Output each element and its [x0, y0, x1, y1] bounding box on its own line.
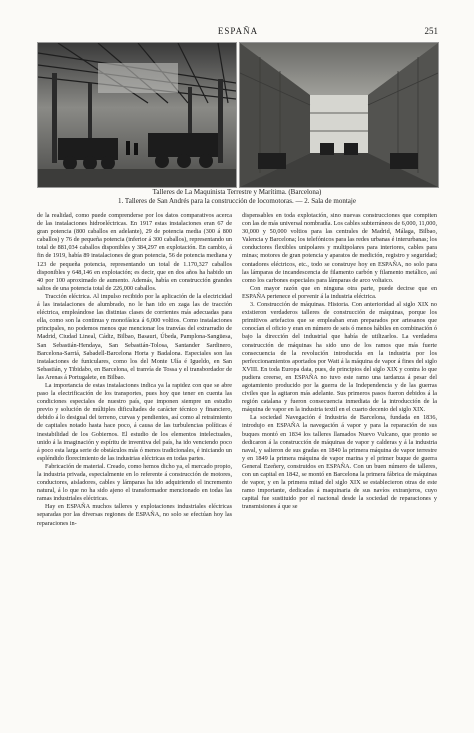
left-text-column	[37, 212, 232, 528]
paragraph: de la realidad, como puede comprenderse por los datos comparativos acerca de las instalaciones hidroeléctricas. En 1917 estas instalaciones eran 67 de gran potencia (800 caballos en adelante), 29 de potencia media (300 á 800 caballos) y 76 de pequeña potencia (inferior á 300 caballos), representando un total de 881,034 caballos disponibles y 384,297 en explotación. En cambio, á fin de 1919, había 89 instalaciones de gran potencia, 56 de potencia mediana y 123 de pequeña potencia, representando un total de 1.170,327 caballos disponibles y 648,146 en explotación; es decir, que en dos años ha habido un 40 por 100 aproximado de aumento. Además, había en construcción grandes saltos de una potencia total de 226,000 caballos.	[37, 212, 232, 292]
paragraph: dispensables en toda explotación, sino nuevas construcciones que compiten con las de más universal nombradía. Los cables subterráneos de 6,000, 11,000, 30,000 y 50,000 voltios para las centrales de Madrid, Málaga, Bilbao, Valencia y Barcelona; los telefónicos para las redes urbanas é interurbanas; los conductores flexibles unipolares y multipolares para interiores, cables para minas; motores de gran potencia y aparatos de medición, registro y seguridad; contadores eléctricos, etc., todo se construye hoy en ESPAÑA, no solo para las lámparas de incandescencia de filamento carbón y filamento metálico, así como los carbones especiales para lámparas de arco voltaico.	[242, 212, 437, 284]
photo-assembly-hall	[239, 42, 439, 188]
running-header	[38, 26, 438, 38]
paragraph: Hay en ESPAÑA muchos talleres y explotaciones industriales eléctricas separadas por las diversas regiones de ESPAÑA, no solo se efectúan hoy las reparaciones in-	[37, 503, 232, 527]
header-title: ESPAÑA	[217, 26, 259, 36]
paragraph: La importancia de estas instalaciones indica ya la rapidez con que se abre paso la electrificación de los transportes, pues hoy que tener en cuenta las condiciones especiales de nuestro país, que imponen siempre un estudio previo y solución de múltiples dificultades de carácter técnico y financiero, debido á lo desigual del terreno, curvas y pendientes, así como al retraimiento de capitales notado hasta hace poco, á causa de las turbulencias políticas é inestabilidad de los Gobiernos. El estudio de los elementos intelectuales, unido á la imaginación y espíritu de inventiva del país, ha ido venciendo poco á poco esta larga serie de obstáculos más ó menos tradicionales, é iniciando un espléndido florecimiento de las industrias eléctricas en todas partes.	[37, 381, 232, 462]
figure-caption-sub: 1. Talleres de San Andrés para la construcción de locomotoras. — 2. Sala de montaje	[118, 197, 356, 205]
photo-locomotive-workshop-image	[38, 43, 236, 187]
paragraph: Fabricación de material. Creado, como hemos dicho ya, el mercado propio, la industria privada, especialmente en lo referente á construcción de motores, conductores, aisladores, cables y lámparas ha ido adquiriendo el incremento natural, á lo que no ha sido ajeno el transformador mencionado en todas las ramas industriales eléctricas.	[37, 462, 232, 503]
photo-assembly-hall-image	[240, 43, 438, 187]
figure-caption-main: Talleres de La Maquinista Terrestre y Marítima. (Barcelona)	[152, 188, 322, 196]
photo-locomotive-workshop	[37, 42, 237, 188]
paragraph: Con mayor razón que en ninguna otra parte, puede decirse que en ESPAÑA pertenece el porvenir á la industria eléctrica.	[242, 284, 437, 300]
paragraph: 3. Construcción de máquinas. Historia. Con anterioridad al siglo XIX no existieron verdaderos talleres de construcción de máquinas, porque los primitivos artefactos que se empleaban eran preparados por artesanos que conocían el oficio y eran en número de seis ó menos hábiles en combinación ó bajo la dirección del industrial que había de utilizarlos. La verdadera construcción de máquinas ha sido uno de los ramos que más fuerte consecuencia de la revolución introducida en la industria por los perfeccionamientos aportados por Watt á la máquina de vapor á fines del siglo XVIII. En toda Europa data, pues, de principios del siglo XIX y contra lo que pudiera creerse, en ESPAÑA no tuvo este ramo una tardanza á pesar del agotamiento producido por la guerra de la Independencia y de las guerras civiles que la agitaron más adelante. Sus primeros pasos fueron debidos á la región catalana y fueron consecuencia inmediata de la introducción de la máquina de vapor en la industria textil en el cuarto decenio del siglo XIX.	[242, 301, 437, 414]
page-number: 251	[424, 26, 438, 36]
right-text-column	[242, 212, 437, 511]
paragraph: La sociedad Navegación é Industria de Barcelona, fundada en 1836, introdujo en ESPAÑA la navegación á vapor y para la reparación de sus buques montó en 1834 los talleres llamados Nuevo Vulcano, que pronto se dedicaron á la construcción de máquinas de vapor y calderas y á la industria naval, y salieron de sus gradas en 1840 la primera máquina de vapor terrestre y en 1849 la primera máquina de vapor marina y el primer buque de guerra General Ezeñery, construidos en ESPAÑA. Con un buen número de talleres, con un capital en 1842, se montó en Barcelona la primera fábrica de máquinas de vapor, y en la primera mitad del siglo XIX se establecieron otras de este ramo importante, dedicadas á maquinaria de sus navíos extranjeros, cuyo capital fue sustituido por el nacional desde la sociedad de reparaciones y transmisiones á que se	[242, 414, 437, 511]
paragraph: Tracción eléctrica. Al impulso recibido por la aplicación de la electricidad á las instalaciones de alumbrado, no le han ido en zaga las de tracción eléctrica, empleándose las distintas clases de corrientes más adecuadas para ella, como son la continua y monofásica á 6,000 voltios. Como instalaciones principales, no podemos menos que mencionar los tranvías del extrarradio de Madrid, Ciudad Lineal, Cádiz, Bilbao, Basauri, Úbeda, Pamplona-Sangüesa, San Sebastián-Hendaya, San Sebastián-Tolosa, Santander Sardinero, Barcelona-Sarriá, Sabadell-Barcelona Horta y Badalona. Especiales son las instalaciones de funiculares, como los del Monte Ulía é Igueldo, en San Sebastián, y Tibidabo, en Barcelona, el tranvía de Tossa y el transbordador de las Arenas á Portugalete, en Bilbao.	[37, 292, 232, 381]
